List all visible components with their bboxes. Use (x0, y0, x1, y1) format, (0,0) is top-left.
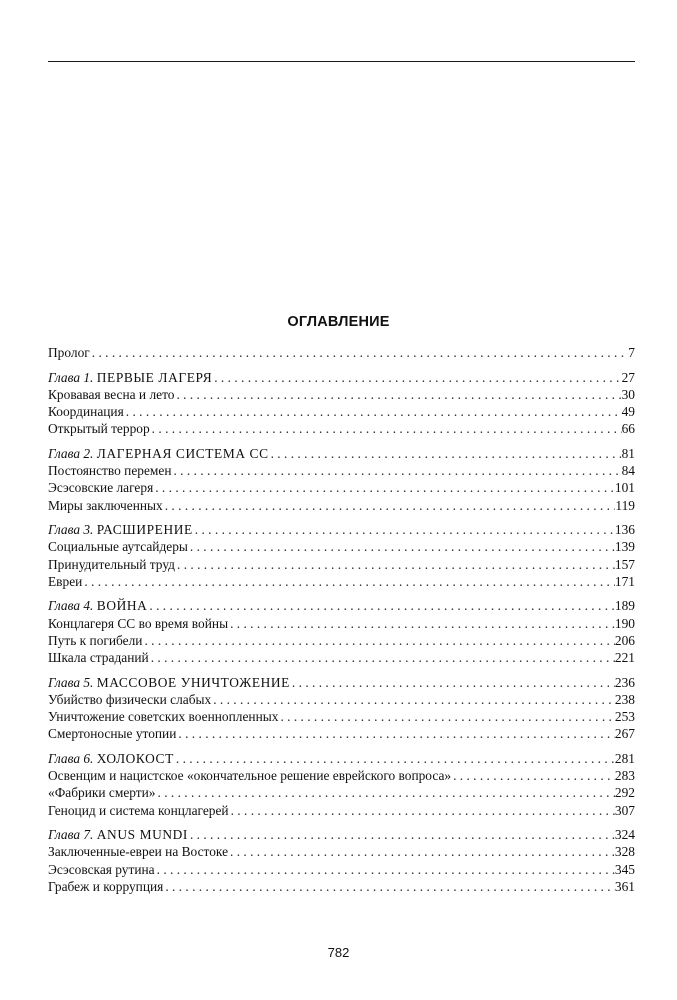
toc-group-prologue (48, 344, 635, 361)
entry-page: 253 (614, 709, 635, 725)
entry-page: 119 (615, 497, 635, 513)
toc-chapter-1 (48, 369, 635, 386)
section-label: Путь к погибели (48, 632, 143, 648)
dot-leader (278, 708, 614, 725)
entry-page: 361 (614, 878, 635, 894)
section-label: Постоянство перемен (48, 463, 172, 479)
entry-page: 189 (614, 598, 635, 614)
dot-leader (124, 403, 622, 420)
dot-leader (188, 538, 615, 555)
chapter-title: МАССОВОЕ УНИЧТОЖЕНИЕ (96, 674, 290, 690)
top-rule (48, 61, 635, 62)
section-label: Убийство физически слабых (48, 691, 212, 707)
entry-page: 267 (614, 726, 635, 742)
chapter-prefix: Глава 7. (48, 827, 94, 843)
toc-chapter-3 (48, 521, 635, 538)
chapter-title: ХОЛОКОСТ (96, 750, 174, 766)
toc-title: ОГЛАВЛЕНИЕ (287, 314, 390, 330)
toc-chapter-7 (48, 826, 635, 843)
section-label: Эсэсовская рутина (48, 861, 155, 877)
dot-leader (149, 649, 615, 666)
entry-page: 27 (621, 369, 635, 385)
section-label: Принудительный труд (48, 556, 175, 572)
chapter-prefix: Глава 5. (48, 674, 94, 690)
dot-leader (147, 597, 615, 614)
page-number: 782 (327, 945, 350, 960)
dot-leader (142, 632, 614, 649)
toc-section (48, 708, 635, 725)
section-label: Геноцид и система концлагерей (48, 802, 229, 818)
section-label: Смертоносные утопии (48, 726, 177, 742)
dot-leader (229, 802, 615, 819)
section-label: Грабеж и коррупция (48, 878, 164, 894)
toc-section (48, 878, 635, 895)
entry-page: 345 (614, 861, 635, 877)
dot-leader (290, 674, 615, 691)
chapter-prefix: Глава 2. (48, 445, 94, 461)
toc-section (48, 843, 635, 860)
entry-page: 171 (614, 573, 635, 589)
toc-chapter-2 (48, 445, 635, 462)
dot-leader (156, 784, 615, 801)
toc-section (48, 784, 635, 801)
entry-page: 307 (614, 802, 635, 818)
toc-section (48, 649, 635, 666)
toc-section (48, 386, 635, 403)
section-label: Миры заключенных (48, 497, 163, 513)
dot-leader (90, 344, 629, 361)
dot-leader (163, 497, 616, 514)
section-label: Шкала страданий (48, 650, 149, 665)
entry-page: 66 (621, 421, 635, 437)
chapter-title: РАСШИРЕНИЕ (96, 522, 193, 538)
chapter-title: ПЕРВЫЕ ЛАГЕРЯ (96, 369, 213, 385)
toc-chapter-6 (48, 750, 635, 767)
dot-leader (155, 861, 615, 878)
chapter-title: ВОЙНА (96, 598, 148, 614)
section-label: Координация (48, 404, 124, 420)
toc-section (48, 497, 635, 514)
dot-leader (174, 386, 621, 403)
entry-page: 81 (621, 445, 635, 461)
chapter-title: ANUS MUNDI (96, 827, 188, 843)
entry-page: 283 (614, 768, 635, 784)
dot-leader (188, 826, 615, 843)
toc-group-chapter-6 (48, 750, 635, 819)
entry-page: 221 (614, 650, 635, 665)
toc-section (48, 420, 635, 437)
table-of-contents (48, 344, 635, 895)
toc-section (48, 861, 635, 878)
entry-page: 49 (621, 404, 635, 420)
dot-leader (171, 462, 621, 479)
entry-page: 281 (614, 750, 635, 766)
toc-group-chapter-1 (48, 369, 635, 438)
dot-leader (175, 556, 615, 573)
section-label: Открытый террор (48, 421, 150, 437)
entry-page: 292 (614, 785, 635, 801)
chapter-prefix: Глава 3. (48, 522, 94, 538)
toc-section (48, 573, 635, 590)
toc-chapter-5 (48, 674, 635, 691)
toc-group-chapter-5 (48, 674, 635, 743)
dot-leader (174, 750, 615, 767)
toc-group-chapter-3 (48, 521, 635, 590)
entry-page: 238 (614, 691, 635, 707)
dot-leader (269, 445, 622, 462)
toc-section (48, 462, 635, 479)
entry-page: 206 (614, 632, 635, 648)
section-label: Эсэсовские лагеря (48, 480, 154, 496)
toc-chapter-4 (48, 597, 635, 614)
dot-leader (228, 843, 615, 860)
dot-leader (193, 521, 615, 538)
toc-section (48, 632, 635, 649)
toc-section (48, 691, 635, 708)
toc-group-chapter-4 (48, 597, 635, 666)
toc-section (48, 538, 635, 555)
section-label: Заключенные-евреи на Востоке (48, 844, 229, 860)
section-label: Освенцим и нацистское «окончательное решение еврейского вопроса» (48, 768, 452, 784)
dot-leader (212, 369, 621, 386)
chapter-prefix: Глава 4. (48, 598, 94, 614)
entry-page: 190 (614, 615, 635, 631)
dot-leader (228, 615, 615, 632)
chapter-title: ЛАГЕРНАЯ СИСТЕМА СС (96, 445, 269, 461)
chapter-prefix: Глава 6. (48, 750, 94, 766)
section-label: Социальные аутсайдеры (48, 539, 188, 555)
entry-page: 157 (614, 556, 635, 572)
toc-section (48, 802, 635, 819)
dot-leader (211, 691, 615, 708)
section-label: Концлагеря СС во время войны (48, 615, 229, 631)
entry-page: 7 (628, 345, 635, 360)
toc-entry-prologue (48, 344, 635, 361)
dot-leader (82, 573, 615, 590)
toc-section (48, 403, 635, 420)
entry-page: 328 (614, 844, 635, 860)
toc-section (48, 615, 635, 632)
toc-section (48, 767, 635, 784)
dot-leader (153, 479, 615, 496)
dot-leader (451, 767, 615, 784)
dot-leader (150, 420, 622, 437)
entry-page: 136 (614, 522, 635, 538)
section-label: Уничтожение советских военнопленных (48, 709, 279, 725)
section-label: Евреи (48, 573, 83, 589)
toc-section (48, 556, 635, 573)
entry-page: 84 (621, 463, 635, 479)
entry-label: Пролог (48, 345, 90, 360)
section-label: «Фабрики смерти» (48, 785, 156, 801)
entry-page: 30 (621, 386, 635, 402)
toc-group-chapter-7 (48, 826, 635, 895)
chapter-prefix: Глава 1. (48, 369, 94, 385)
section-label: Кровавая весна и лето (48, 386, 175, 402)
dot-leader (163, 878, 615, 895)
toc-section (48, 479, 635, 496)
entry-page: 101 (614, 480, 635, 496)
dot-leader (176, 725, 615, 742)
entry-page: 139 (614, 539, 635, 555)
toc-group-chapter-2 (48, 445, 635, 514)
entry-page: 236 (614, 674, 635, 690)
toc-section (48, 725, 635, 742)
entry-page: 324 (614, 827, 635, 843)
